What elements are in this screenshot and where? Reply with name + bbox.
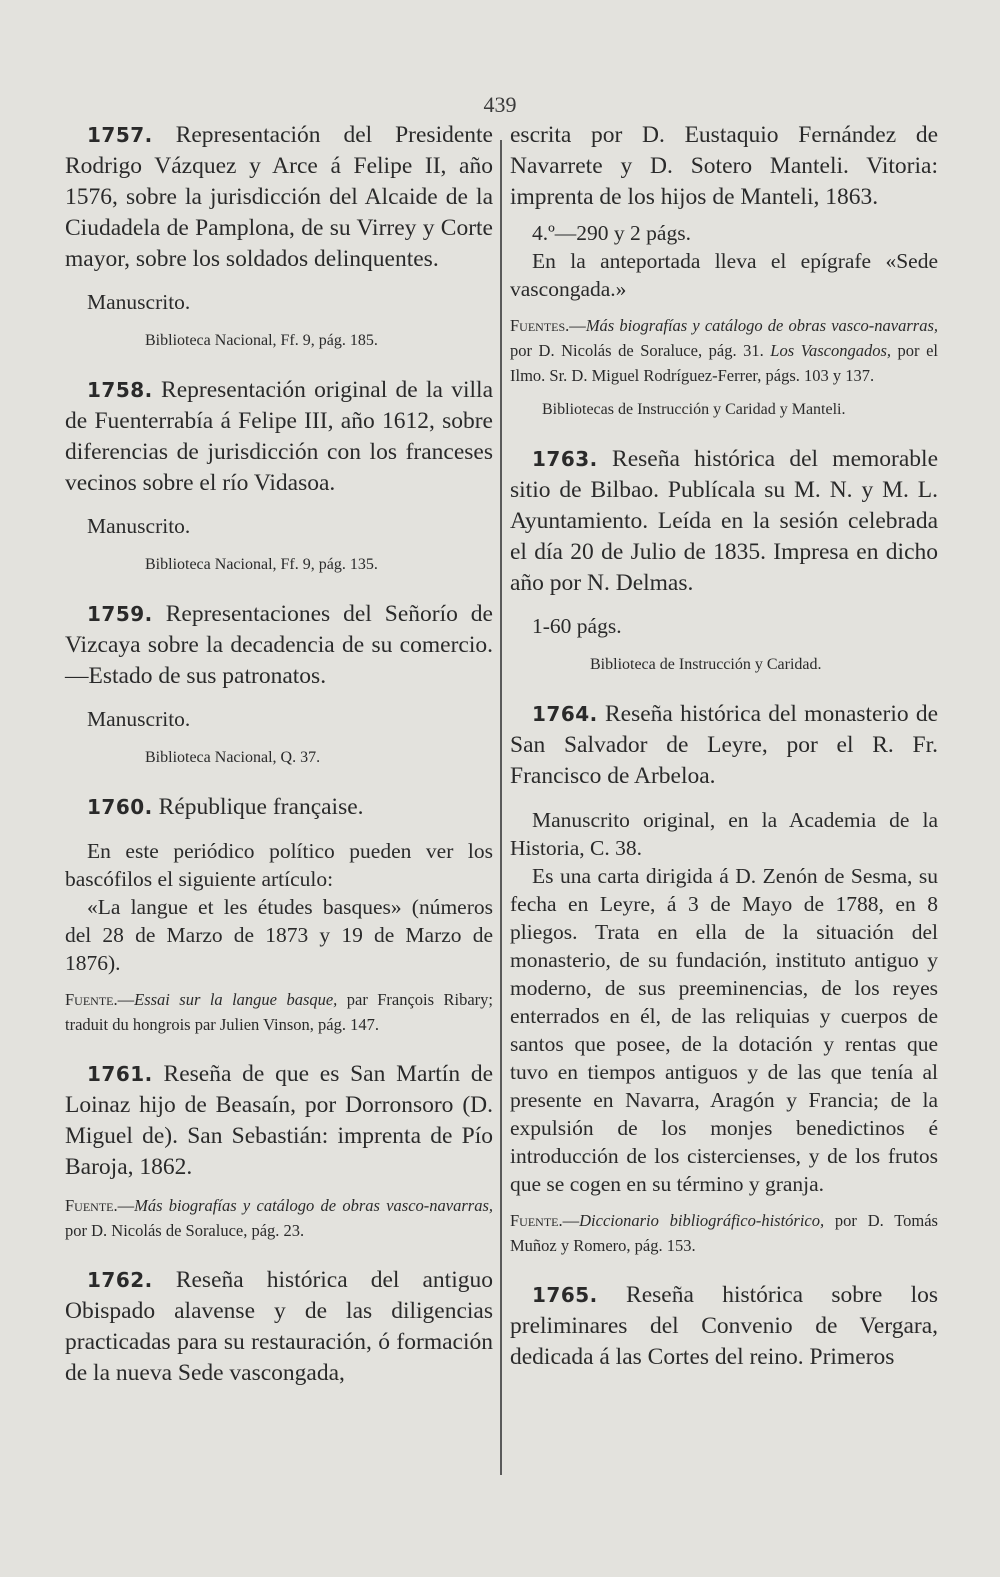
entry-number: 1760. [87, 795, 153, 819]
entry-1762 [65, 1265, 493, 1389]
entry-heading-text [65, 599, 493, 692]
entry-library: Biblioteca Nacional, Q. 37. [145, 749, 321, 766]
entry-form: Manuscrito. [87, 707, 191, 731]
entry-heading-text [510, 444, 938, 599]
entry-form: Manuscrito original, en la Academia de la Historia, C. 38. [510, 808, 938, 860]
source-label: Fuente.— [65, 1196, 135, 1215]
source-detail: por D. Nicolás de Soraluce, pág. 23. [65, 1221, 305, 1240]
entry-1759 [65, 599, 493, 770]
entry-source [510, 1208, 938, 1258]
source-detail: por D. Tomás Muñoz y Romero, pág. 153. [510, 1211, 938, 1255]
entry-number: 1763. [532, 447, 598, 471]
source-title: Más biografías y catálogo de obras vasco-navarras, [134, 1196, 493, 1215]
entry-number: 1765. [532, 1283, 598, 1307]
page-number: 439 [483, 92, 517, 117]
entry-form: Manuscrito. [87, 514, 191, 538]
entry-number: 1757. [87, 123, 153, 147]
entry-number: 1762. [87, 1268, 153, 1292]
source-title: Más biografías y catálogo de obras vasco-navarras, [585, 316, 938, 335]
entry-form: Manuscrito. [87, 290, 191, 314]
source-label: Fuente.— [65, 990, 135, 1009]
source-title: Essai sur la langue basque, [134, 990, 338, 1009]
source-detail: par François Ribary; traduit du hongrois par Julien Vinson, pág. 147. [65, 990, 493, 1034]
entry-continuation: escrita por D. Eustaquio Fernández de Navarrete y D. Sotero Manteli. Vitoria: imprenta de los hijos de Manteli, 1863. [510, 122, 938, 210]
left-column [65, 120, 493, 1389]
entry-title: Representaciones del Señorío de Vizcaya sobre la decadencia de su comercio.—Estado de sus patronatos. [65, 601, 493, 689]
entry-number: 1761. [87, 1062, 153, 1086]
entry-1764 [510, 699, 938, 1258]
column-divider [500, 140, 502, 1475]
entry-heading-text [65, 120, 493, 275]
entry-title: Reseña histórica del monasterio de San Salvador de Leyre, por el R. Fr. Francisco de Arbeloa. [510, 701, 939, 789]
source-detail: por D. Nicolás de Soraluce, pág. 31. [510, 341, 771, 360]
entry-heading-text [510, 699, 938, 792]
entry-library: Biblioteca Nacional, Ff. 9, pág. 135. [145, 556, 378, 573]
entry-1761 [65, 1059, 493, 1243]
entry-heading-text [65, 792, 493, 823]
entry-source [65, 1193, 493, 1243]
entry-1757 [65, 120, 493, 353]
entry-body: En este periódico político pueden ver los bascófilos el siguiente artículo: [65, 839, 493, 891]
entry-1758 [65, 375, 493, 577]
source-detail: por el Ilmo. Sr. D. Miguel Rodríguez-Ferrer, págs. 103 y 137. [510, 341, 939, 385]
entry-library: Biblioteca de Instrucción y Caridad. [590, 656, 822, 673]
entry-library: Bibliotecas de Instrucción y Caridad y Manteli. [542, 401, 846, 418]
entry-pages: 4.º—290 y 2 págs. [532, 221, 691, 245]
entry-source [65, 987, 493, 1037]
source-label: Fuentes.— [510, 316, 586, 335]
entry-body: Es una carta dirigida á D. Zenón de Sesma, su fecha en Leyre, á 3 de Mayo de 1788, en 8 pliegos. Trata en ella de la situación del monasterio, de su fundación, instituto antiguo y moderno, de sus preeminencias, de los reyes enterrados en él, de las reliquias y cuerpos de santos que posee, de la dotación y rentas que tuvo en tiempos antiguos y de las que tenía al presente en Navarra, Aragón y Francia; de la expulsión de los monjes benedictinos é introducción de los cistercienses, y de los frutos que se cogen en su término y granja. [510, 864, 938, 1196]
entry-heading-text [510, 1280, 938, 1373]
entry-title: Reseña de que es San Martín de Loinaz hijo de Beasaín, por Dorronsoro (D. Miguel de). San Sebastián: imprenta de Pío Baroja, 1862. [65, 1061, 494, 1180]
right-column [510, 120, 938, 1373]
entry-1762-continued [510, 120, 938, 422]
entry-heading-text [65, 1059, 493, 1183]
source-title: Los Vascongados, [770, 341, 891, 360]
entry-title: Reseña histórica del memorable sitio de Bilbao. Publícala su M. N. y M. L. Ayuntamiento. Leída en la sesión celebrada el día 20 de Julio de 1835. Impresa en dicho año por N. Delmas. [510, 446, 938, 596]
source-label: Fuente.— [510, 1211, 580, 1230]
entry-pages: 1-60 págs. [532, 614, 622, 638]
entry-title: Reseña histórica sobre los preliminares del Convenio de Vergara, dedicada á las Cortes del reino. Primeros [510, 1282, 938, 1370]
entry-source [510, 313, 938, 388]
entry-1765 [510, 1280, 938, 1373]
entry-title: Reseña histórica del antiguo Obispado alavense y de las diligencias practicadas para su restauración, ó formación de la nueva Sede vascongada, [65, 1267, 493, 1386]
entry-library: Biblioteca Nacional, Ff. 9, pág. 185. [145, 332, 378, 349]
entry-heading-text [65, 375, 493, 499]
entry-heading-text [65, 1265, 493, 1389]
entry-note: En la anteportada lleva el epígrafe «Sede vascongada.» [510, 249, 938, 301]
entry-body: «La langue et les études basques» (números del 28 de Marzo de 1873 y 19 de Marzo de 1876). [65, 895, 493, 975]
entry-title: République française. [158, 794, 364, 820]
entry-1763 [510, 444, 938, 677]
entry-1760 [65, 792, 493, 1037]
entry-number: 1764. [532, 702, 598, 726]
source-title: Diccionario bibliográfico-histórico, [579, 1211, 825, 1230]
entry-number: 1759. [87, 602, 153, 626]
entry-number: 1758. [87, 378, 153, 402]
entry-title: Representación original de la villa de Fuenterrabía á Felipe III, año 1612, sobre diferencias de jurisdicción con los franceses vecinos sobre el río Vidasoa. [65, 377, 494, 496]
entry-title: Representación del Presidente Rodrigo Vázquez y Arce á Felipe II, año 1576, sobre la jurisdicción del Alcaide de la Ciudadela de Pamplona, de su Virrey y Corte mayor, sobre los soldados delinquentes. [65, 122, 493, 272]
